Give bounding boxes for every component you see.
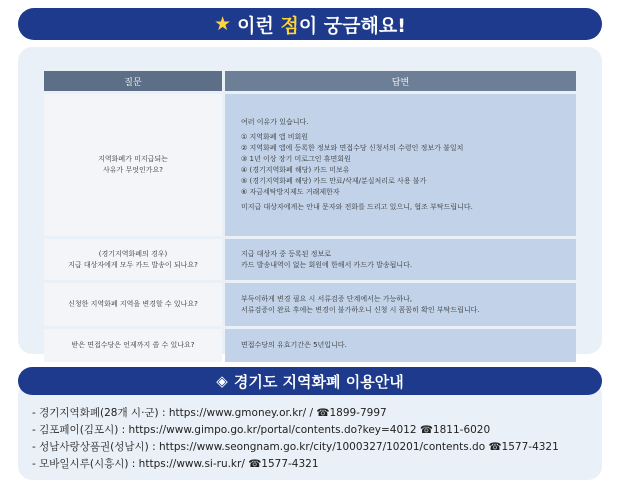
table-row bbox=[44, 239, 576, 280]
faq-panel bbox=[18, 47, 602, 354]
info-item-seongnam: - 성남사랑상품권(성남시) : https://www.seongnam.go.kr/city/1000327/10201/contents.do ☎1577-4321 bbox=[32, 441, 559, 453]
question-cell: 신청한 지역화폐 지역을 변경할 수 있나요? bbox=[44, 283, 222, 326]
faq-title-banner bbox=[18, 8, 602, 40]
answer-item: ② 지역화폐 앱에 등록한 정보와 면접수당 신청서의 수령인 정보가 불일치 bbox=[241, 144, 464, 152]
diamond-icon: ◈ bbox=[216, 372, 228, 390]
info-panel bbox=[18, 382, 602, 480]
question-cell: 받은 면접수당은 언제까지 쓸 수 있나요? bbox=[44, 329, 222, 362]
header-answer: 답변 bbox=[225, 71, 576, 91]
answer-cell: 지급 대상자 중 등록된 정보로 카드 발송내역이 없는 회원에 한해서 카드가 발송됩니다. bbox=[225, 239, 576, 280]
table-header bbox=[44, 71, 576, 91]
faq-title-highlight: 점 bbox=[280, 14, 299, 37]
answer-cell: 부득이하게 변경 필요 시 서류검증 단계에서는 가능하나, 서류검증이 완료 후에는 변경이 불가하오니 신청 시 꼼꼼히 확인 부탁드립니다. bbox=[225, 283, 576, 326]
answer-item: ⑥ 자금세탁방지제도 거래제한자 bbox=[241, 188, 340, 196]
question-cell: (경기지역화폐의 경우) 지급 대상자에게 모두 카드 발송이 되나요? bbox=[44, 239, 222, 280]
usage-guide-banner bbox=[18, 367, 602, 395]
table-row bbox=[44, 329, 576, 362]
answer-item: ④ (경기지역화폐 해당) 카드 미보유 bbox=[241, 166, 350, 174]
usage-guide-title: 경기도 지역화폐 이용안내 bbox=[233, 372, 404, 391]
answer-cell: 면접수당의 유효기간은 5년입니다. bbox=[225, 329, 576, 362]
table-row bbox=[44, 94, 576, 236]
info-list bbox=[32, 405, 559, 473]
header-question: 질문 bbox=[44, 71, 222, 91]
answer-item: ① 지역화폐 앱 비회원 bbox=[241, 133, 309, 141]
faq-table bbox=[44, 71, 576, 362]
info-item-siheung: - 모바일시루(시흥시) : https://www.si-ru.kr/ ☎1577-4321 bbox=[32, 458, 319, 470]
answer-item: ③ 1년 이상 장기 미로그인 휴면회원 bbox=[241, 155, 351, 163]
faq-title-text: 이런 점이 궁금해요! bbox=[237, 14, 406, 37]
info-item-gimpo: - 김포페이(김포시) : https://www.gimpo.go.kr/portal/contents.do?key=4012 ☎1811-6020 bbox=[32, 424, 491, 436]
info-item-gmoney: - 경기지역화폐(28개 시·군) : https://www.gmoney.or.kr/ / ☎1899-7997 bbox=[32, 407, 387, 419]
answer-item: ⑤ (경기지역화폐 해당) 카드 만료/삭제/분실처리로 사용 불가 bbox=[241, 177, 427, 185]
table-row bbox=[44, 283, 576, 326]
answer-cell: 여러 이유가 있습니다. ① 지역화폐 앱 비회원 ② 지역화폐 앱에 등록한 정보와 면접수당 신청서의 수령인 정보가 불일치 ③ 1년 이상 장기 미로그인 휴면회원 ④ (경기지역화폐 해당) 카드 미보유 ⑤ (경기지역화폐 해당) 카드 만료/삭제/분실처리로 사용 불가 ⑥ 자금세탁방지제도 거래제한자 미지급 대상자에게는 안내 문자와 전화를 드리고 있으니, 협조 부탁드립니다. bbox=[225, 94, 576, 236]
question-cell: 지역화폐가 미지급되는 사유가 무엇인가요? bbox=[44, 94, 222, 236]
star-icon: ★ bbox=[214, 13, 232, 35]
